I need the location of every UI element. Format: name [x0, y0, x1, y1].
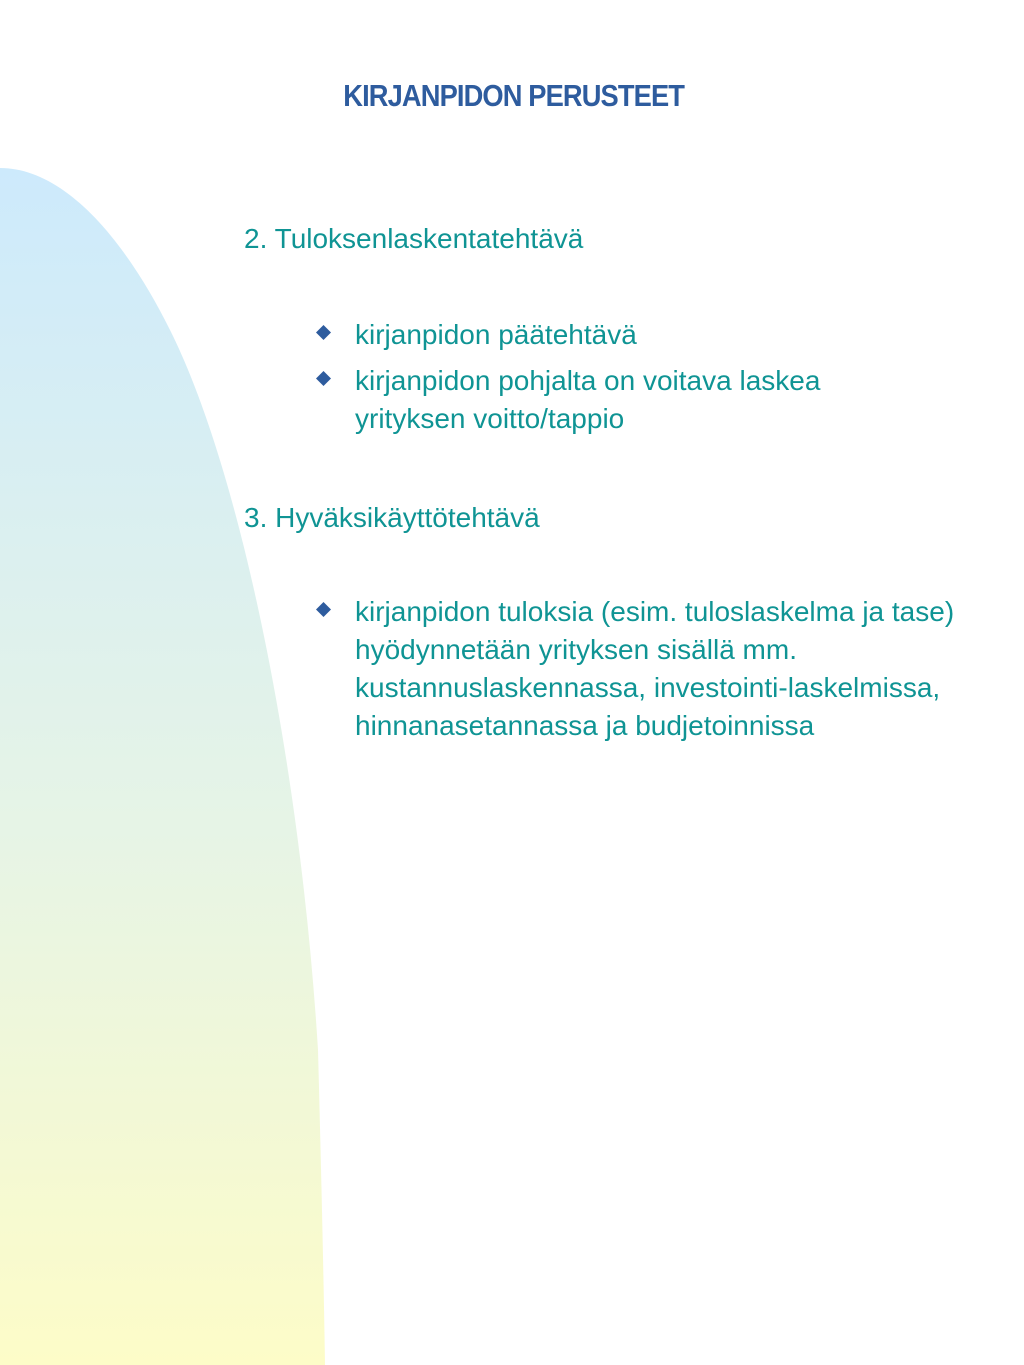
diamond-bullet-icon — [316, 371, 331, 386]
bullet-text: kirjanpidon päätehtävä — [355, 319, 637, 350]
slide-title: KIRJANPIDON PERUSTEET — [343, 78, 685, 113]
bullet-text: kirjanpidon tuloksia (esim. tuloslaskelma ja tase) hyödynnetään yrityksen sisällä mm. kustannuslaskennassa, investointi-laskelmissa, hinnanasetannassa ja budjetoinnissa — [355, 596, 955, 741]
diamond-bullet-icon — [316, 325, 331, 340]
section-heading: 3. Hyväksikäyttötehtävä — [244, 502, 540, 533]
bullet-text: kirjanpidon pohjalta on voitava laskea yrityksen voitto/tappio — [355, 365, 821, 434]
diamond-bullet-icon — [316, 602, 331, 617]
section-heading: 2. Tuloksenlaskentatehtävä — [244, 223, 584, 254]
